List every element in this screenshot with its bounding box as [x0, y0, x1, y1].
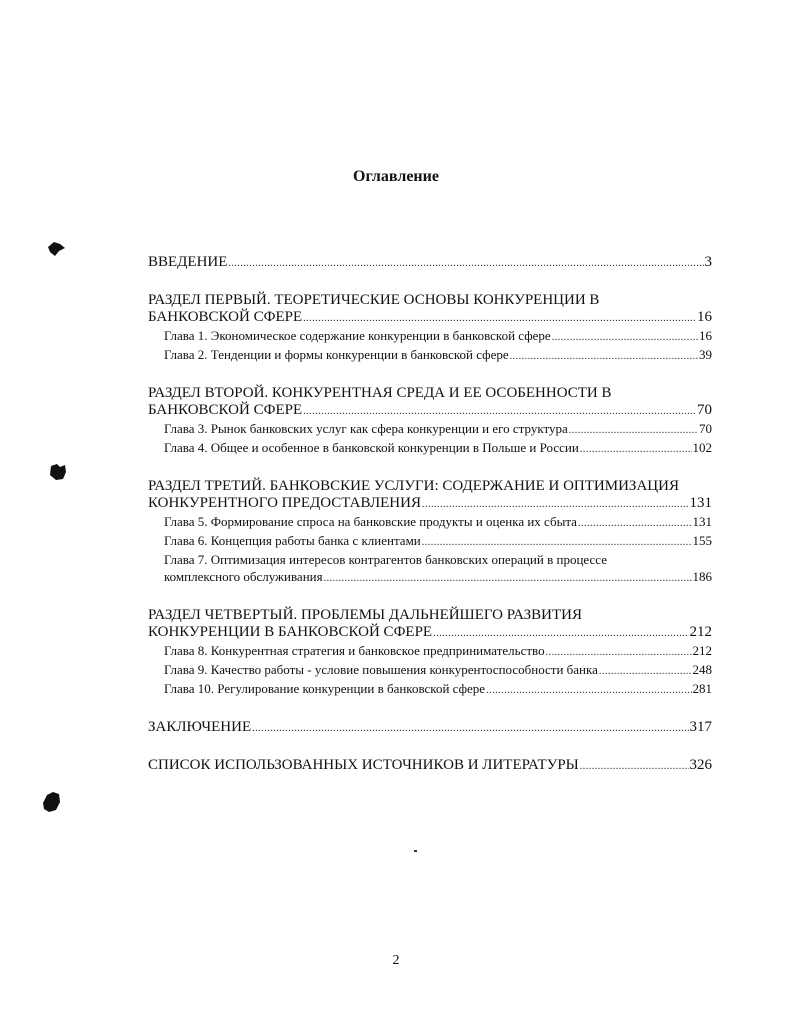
toc-chapter-2 [148, 346, 712, 365]
section-page: 212 [689, 624, 712, 640]
chapter-title: Глава 1. Экономическое содержание конкуренции в банковской сфере [164, 328, 551, 343]
chapter-page: 102 [692, 440, 712, 455]
toc-chapter-3 [148, 420, 712, 439]
toc-references [148, 757, 712, 775]
dot-leader [510, 348, 698, 365]
dot-leader [546, 644, 692, 661]
toc-section-3 [148, 478, 712, 587]
section-heading-line1: РАЗДЕЛ ТРЕТИЙ. БАНКОВСКИЕ УСЛУГИ: СОДЕРЖАНИЕ И ОПТИМИЗАЦИЯ [148, 478, 679, 494]
toc-chapter-5 [148, 513, 712, 532]
dot-leader [228, 255, 703, 272]
chapter-page: 281 [692, 681, 712, 696]
chapter-page: 70 [699, 421, 712, 436]
dot-leader [324, 570, 692, 587]
ink-blot [48, 463, 68, 481]
toc-chapter-4 [148, 439, 712, 458]
toc-section-1 [148, 292, 712, 365]
chapter-title: Глава 8. Конкурентная стратегия и банковское предпринимательство [164, 643, 545, 658]
section-heading-line1: РАЗДЕЛ ВТОРОЙ. КОНКУРЕНТНАЯ СРЕДА И ЕЕ ОСОБЕННОСТИ В [148, 385, 612, 401]
section-page: 131 [689, 495, 712, 511]
dot-leader [422, 496, 689, 513]
chapter-page: 248 [692, 662, 712, 677]
dot-leader [433, 625, 688, 642]
dot-leader [599, 663, 692, 680]
ink-blot [40, 791, 62, 813]
chapter-title: Глава 9. Качество работы - условие повышения конкурентоспособности банка [164, 662, 598, 677]
toc-conclusion [148, 719, 712, 737]
toc-section-2 [148, 385, 712, 458]
section-heading-line2: БАНКОВСКОЙ СФЕРЕ [148, 309, 303, 325]
chapter-title: Глава 5. Формирование спроса на банковские продукты и оценка их сбыта [164, 514, 577, 529]
chapter-title: Глава 4. Общее и особенное в банковской конкуренции в Польше и России [164, 440, 579, 455]
chapter-title: Глава 3. Рынок банковских услуг как сфера конкуренции и его структура [164, 421, 568, 436]
toc-introduction [148, 254, 712, 272]
section-heading-line2: БАНКОВСКОЙ СФЕРЕ [148, 402, 303, 418]
chapter-page: 39 [699, 347, 712, 362]
entry-label: ЗАКЛЮЧЕНИЕ [148, 719, 252, 735]
chapter-title: Глава 2. Тенденции и формы конкуренции в банковской сфере [164, 347, 509, 362]
entry-page: 317 [689, 719, 712, 735]
chapter-title: комплексного обслуживания [164, 569, 323, 584]
dot-leader [303, 403, 696, 420]
ink-speck [414, 850, 418, 853]
dot-leader [552, 329, 698, 346]
toc-section-4 [148, 607, 712, 699]
chapter-page: 186 [692, 569, 712, 584]
dot-leader [578, 515, 692, 532]
toc-chapter-8 [148, 642, 712, 661]
toc-chapter-1 [148, 327, 712, 346]
table-of-contents [148, 254, 712, 795]
section-heading-line2: КОНКУРЕНЦИИ В БАНКОВСКОЙ СФЕРЕ [148, 624, 433, 640]
toc-title: Оглавление [353, 168, 439, 185]
section-heading-line1: РАЗДЕЛ ЧЕТВЕРТЫЙ. ПРОБЛЕМЫ ДАЛЬНЕЙШЕГО РАЗВИТИЯ [148, 607, 582, 623]
entry-page: 326 [689, 757, 712, 773]
entry-page: 3 [704, 254, 712, 270]
dot-leader [580, 758, 689, 775]
section-page: 16 [697, 309, 712, 325]
chapter-title: Глава 10. Регулирование конкуренции в банковской сфере [164, 681, 486, 696]
chapter-page: 16 [699, 328, 712, 343]
dot-leader [303, 310, 696, 327]
dot-leader [486, 682, 691, 699]
chapter-page: 131 [692, 514, 712, 529]
entry-label: ВВЕДЕНИЕ [148, 254, 228, 270]
toc-chapter-9 [148, 661, 712, 680]
section-heading-line1: РАЗДЕЛ ПЕРВЫЙ. ТЕОРЕТИЧЕСКИЕ ОСНОВЫ КОНКУРЕНЦИИ В [148, 292, 600, 308]
section-heading-line2: КОНКУРЕНТНОГО ПРЕДОСТАВЛЕНИЯ [148, 495, 421, 511]
section-page: 70 [697, 402, 712, 418]
dot-leader [569, 422, 698, 439]
ink-blot [46, 241, 66, 257]
dot-leader [252, 720, 688, 737]
toc-chapter-7-line1: Глава 7. Оптимизация интересов контрагентов банковских операций в процессе [164, 552, 607, 567]
entry-label: СПИСОК ИСПОЛЬЗОВАННЫХ ИСТОЧНИКОВ И ЛИТЕРАТУРЫ [148, 757, 579, 773]
chapter-title: Глава 6. Концепция работы банка с клиентами [164, 533, 421, 548]
page-number: 2 [392, 953, 400, 968]
toc-chapter-10 [148, 680, 712, 699]
chapter-page: 212 [692, 643, 712, 658]
chapter-page: 155 [692, 533, 712, 548]
dot-leader [422, 534, 692, 551]
toc-chapter-7 [148, 568, 712, 587]
dot-leader [580, 441, 692, 458]
toc-chapter-6 [148, 532, 712, 551]
